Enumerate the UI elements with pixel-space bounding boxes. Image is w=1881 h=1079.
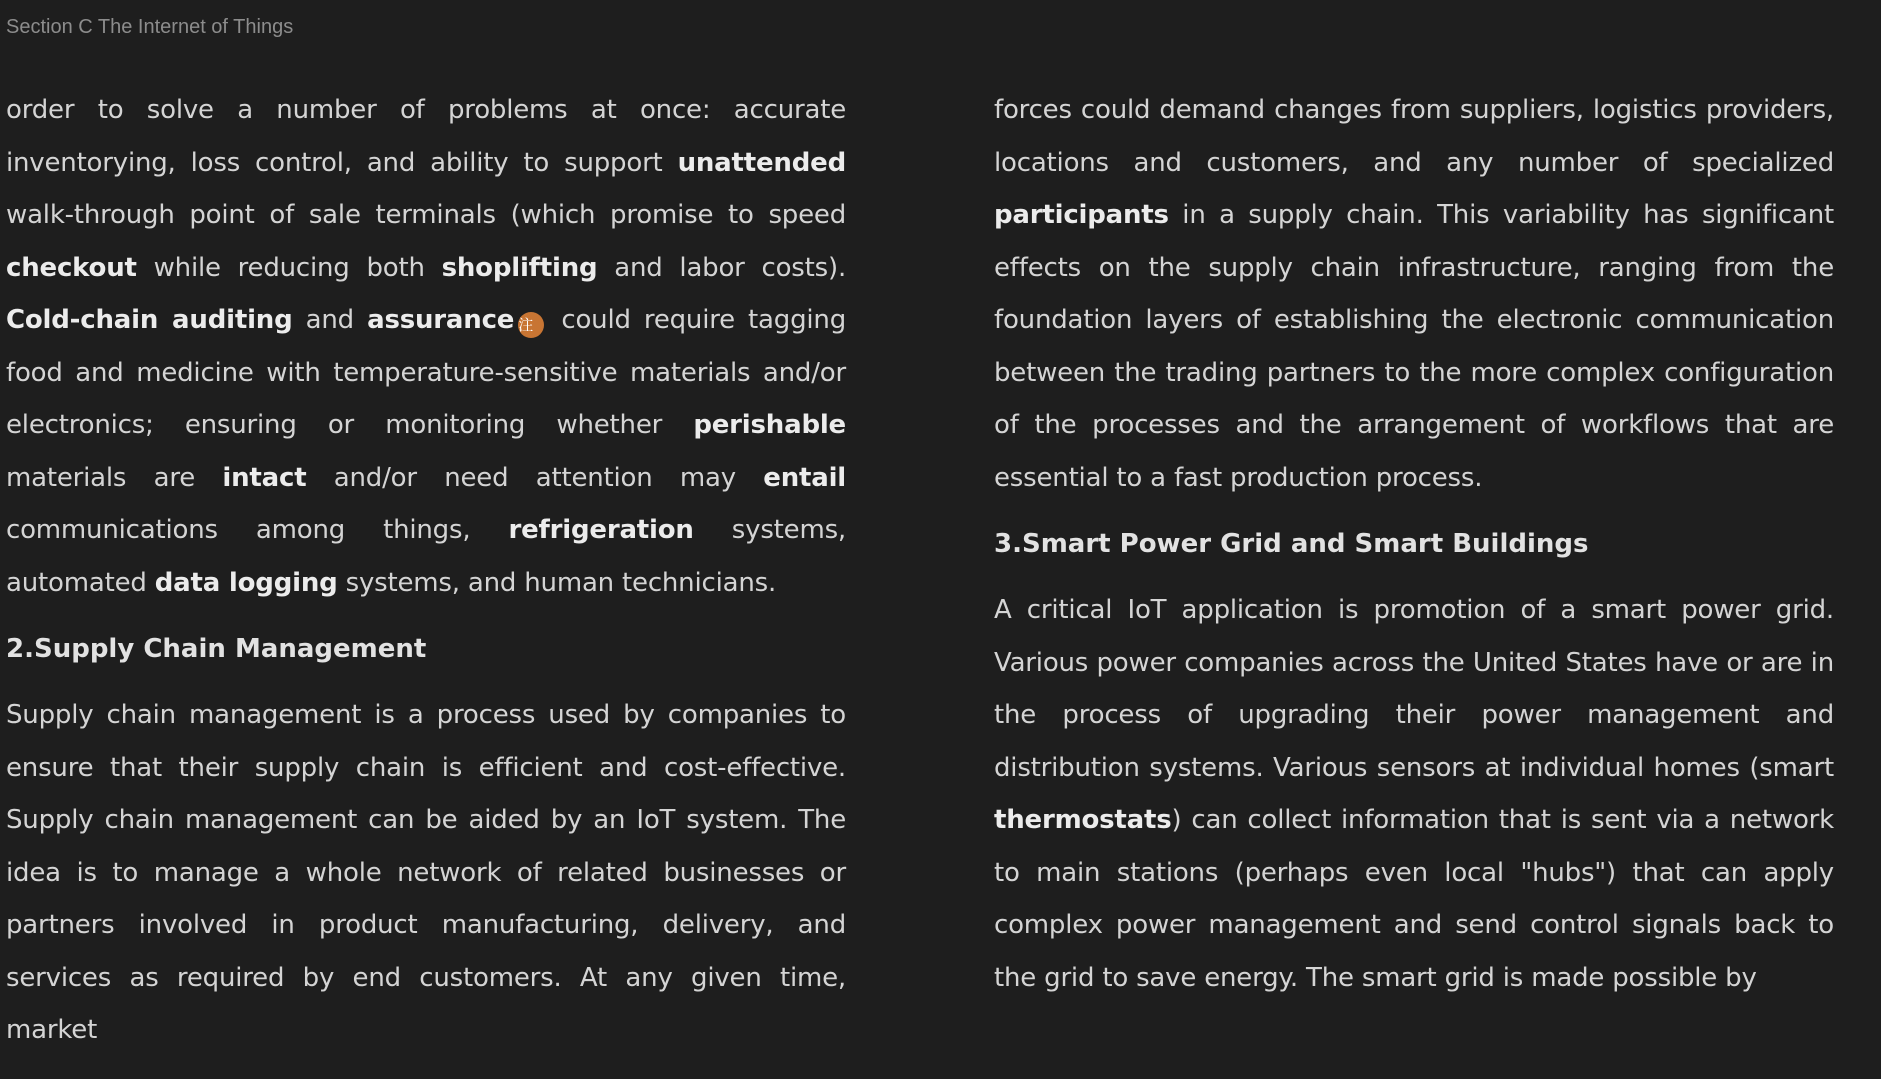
keyword-participants: participants bbox=[994, 200, 1169, 230]
keyword-refrigeration: refrigeration bbox=[508, 515, 694, 545]
section-title: Section C The Internet of Things bbox=[6, 16, 294, 38]
keyword-shoplifting: shoplifting bbox=[441, 252, 598, 283]
keyword-assurance: assurance bbox=[367, 305, 515, 335]
keyword-unattended: unattended bbox=[677, 147, 846, 178]
paragraph-supply-chain: Supply chain management is a process used by companies to ensure that their supply chain is efficient and cost-effective. Supply chain management can be aided by an IoT system. The idea is to manage a whole network of related businesses or partners involved in product manufacturing, delivery, and services as required by end customers. At any given time, market bbox=[6, 700, 846, 1045]
keyword-perishable: perishable bbox=[693, 410, 846, 440]
keyword-thermostats: thermostats bbox=[994, 805, 1172, 835]
paragraph-retail-cold-chain: order to solve a number of problems at once: accurate inventorying, loss control, and ability to support unattended walk-through point of sale terminals (which promise to speed checkout while reducing both shoplifting and labor costs). Cold-chain auditing and assurance 注 could require tagging food and medicine with temperature-sensitive materials and/or electronics; ensuring or monitoring whether perishable materials are intact and/or need attention may entail communications among things, refrigeration systems, automated data logging systems, and human technicians. bbox=[6, 95, 847, 598]
left-column bbox=[6, 84, 846, 1079]
paragraph-supply-chain-continued: forces could demand changes from suppliers, logistics providers, locations and customers, and any number of specialized participants in a supply chain. This variability has significant effects on the supply chain infrastructure, ranging from the foundation layers of establishing the electronic communication between the trading partners to the more complex configuration of the processes and the arrangement of workflows that are essential to a fast production process. bbox=[994, 95, 1834, 493]
heading-supply-chain: 2.Supply Chain Management bbox=[6, 634, 427, 664]
keyword-checkout: checkout bbox=[6, 252, 137, 283]
keyword-data-logging: data logging bbox=[154, 567, 338, 598]
heading-smart-power-grid: 3.Smart Power Grid and Smart Buildings bbox=[994, 529, 1589, 559]
paragraph-smart-grid: A critical IoT application is promotion of a smart power grid. Various power companies across the United States have or are in the process of upgrading their power management and distribution systems. Various sensors at individual homes (smart thermostats) can collect information that is sent via a network to main stations (perhaps even local "hubs") that can apply complex power management and send control signals back to the grid to save energy. The smart grid is made possible by bbox=[994, 595, 1834, 993]
keyword-cold-chain-auditing: Cold-chain auditing bbox=[6, 305, 293, 335]
keyword-entail: entail bbox=[763, 462, 847, 493]
right-column bbox=[994, 84, 1834, 1026]
annotation-note-icon[interactable]: 注 bbox=[518, 312, 544, 338]
keyword-intact: intact bbox=[222, 462, 307, 493]
